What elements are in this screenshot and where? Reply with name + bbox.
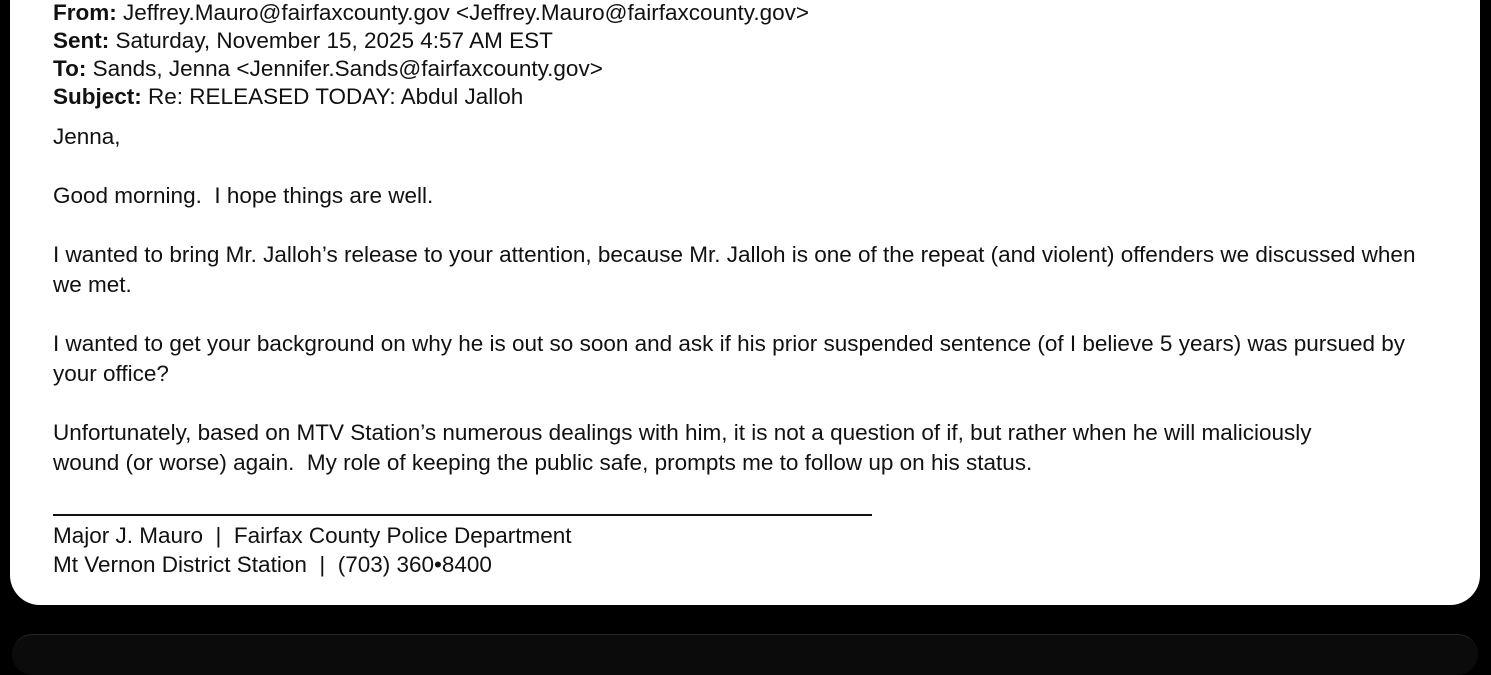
- header-from: [53, 0, 809, 26]
- signature-line-2: Mt Vernon District Station | (703) 360•8400: [53, 552, 492, 577]
- header-from-value: Jeffrey.Mauro@fairfaxcounty.gov <Jeffrey.Mauro@fairfaxcounty.gov>: [123, 0, 810, 25]
- header-to: [53, 56, 603, 82]
- header-sent: [53, 28, 553, 54]
- header-to-value: Sands, Jenna <Jennifer.Sands@fairfaxcounty.gov>: [92, 56, 603, 81]
- signature-divider: [53, 514, 872, 516]
- paragraph-3: I wanted to get your background on why he is out so soon and ask if his prior suspended sentence (of I believe 5 years) was pursued by your office?: [53, 331, 1406, 386]
- paragraph-1: Good morning. I hope things are well.: [53, 183, 434, 208]
- header-to-label: To:: [53, 56, 87, 81]
- header-sent-label: Sent:: [53, 28, 110, 53]
- header-from-label: From:: [53, 0, 117, 25]
- paragraph-2: I wanted to bring Mr. Jalloh’s release to your attention, because Mr. Jalloh is one of the repeat (and violent) offenders we discussed when we met.: [53, 242, 1416, 297]
- paragraph-4: Unfortunately, based on MTV Station’s numerous dealings with him, it is not a question of if, but rather when he will maliciously wound (or worse) again. My role of keeping the public safe, prompts me to follow up on his status.: [53, 420, 1318, 475]
- signature-line-1: Major J. Mauro | Fairfax County Police Department: [53, 523, 572, 548]
- header-subject-value: Re: RELEASED TODAY: Abdul Jalloh: [148, 84, 524, 109]
- header-subject: [53, 84, 523, 110]
- email-greeting: Jenna,: [53, 124, 121, 149]
- header-sent-value: Saturday, November 15, 2025 4:57 AM EST: [115, 28, 553, 53]
- next-card-edge: [12, 634, 1478, 675]
- header-subject-label: Subject:: [53, 84, 142, 109]
